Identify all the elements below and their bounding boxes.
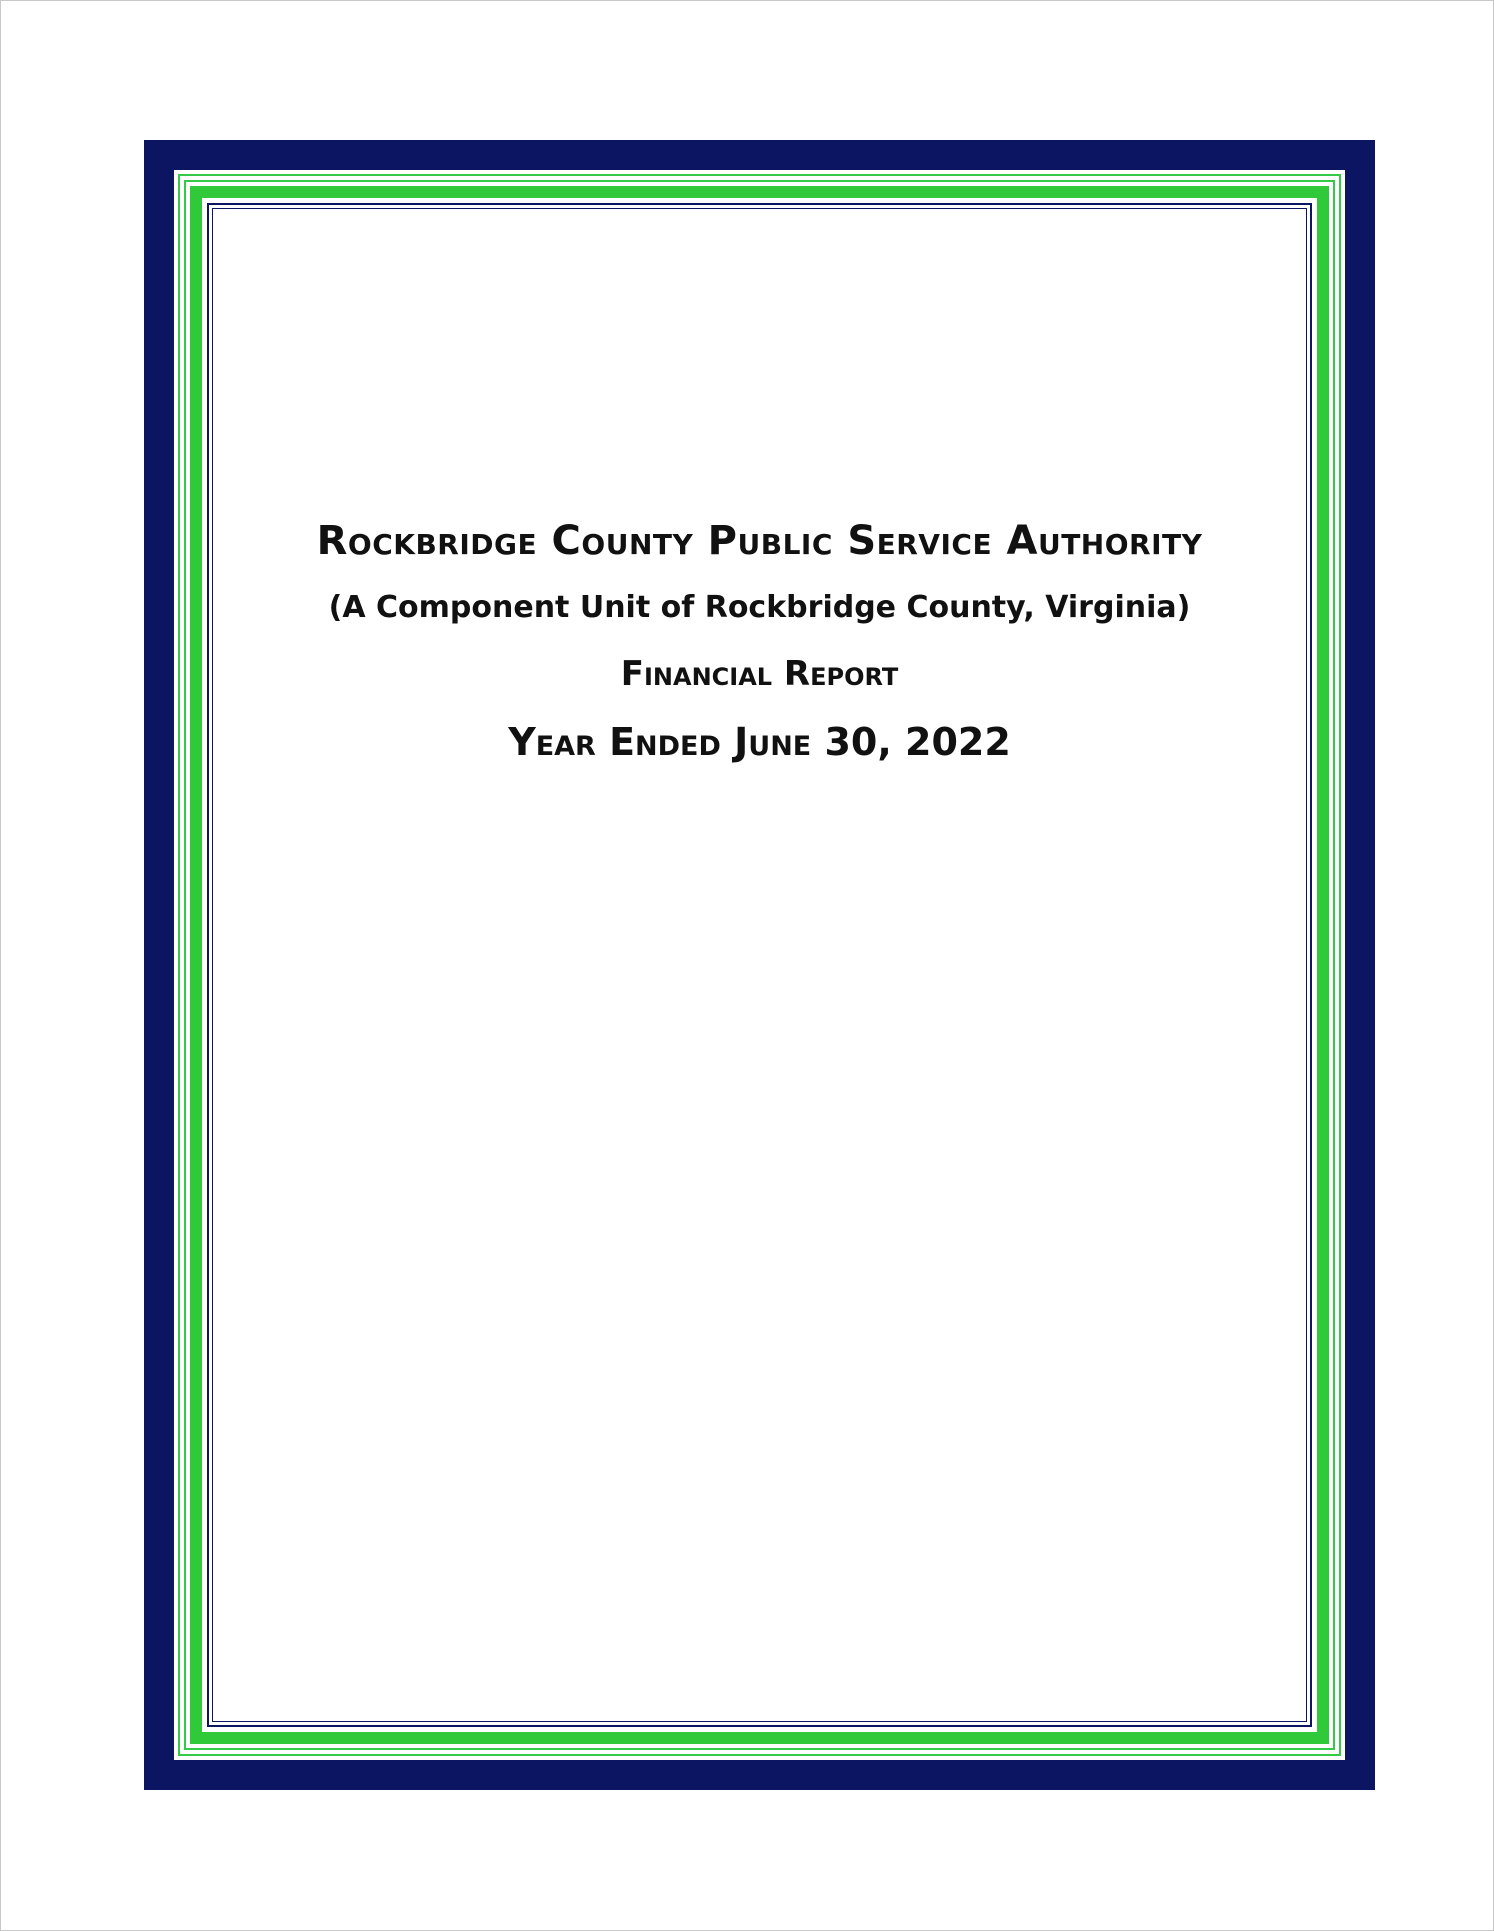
report-period: Year Ended June 30, 2022 [508, 720, 1011, 764]
title-block [144, 516, 1375, 766]
document-subtitle: (A Component Unit of Rockbridge County, Virginia) [328, 590, 1191, 625]
thin-green-border-inner [184, 180, 1335, 1750]
outer-navy-border [144, 140, 1375, 1790]
inner-page-area [202, 198, 1317, 1732]
document-title: Rockbridge County Public Service Authority [316, 518, 1203, 564]
thin-navy-border-inner [212, 208, 1307, 1722]
thick-green-border [190, 186, 1329, 1744]
report-type: Financial Report [620, 654, 899, 694]
thin-navy-border-outer [207, 203, 1312, 1727]
border-gap [174, 170, 1345, 1760]
thin-green-border-outer [178, 174, 1341, 1756]
